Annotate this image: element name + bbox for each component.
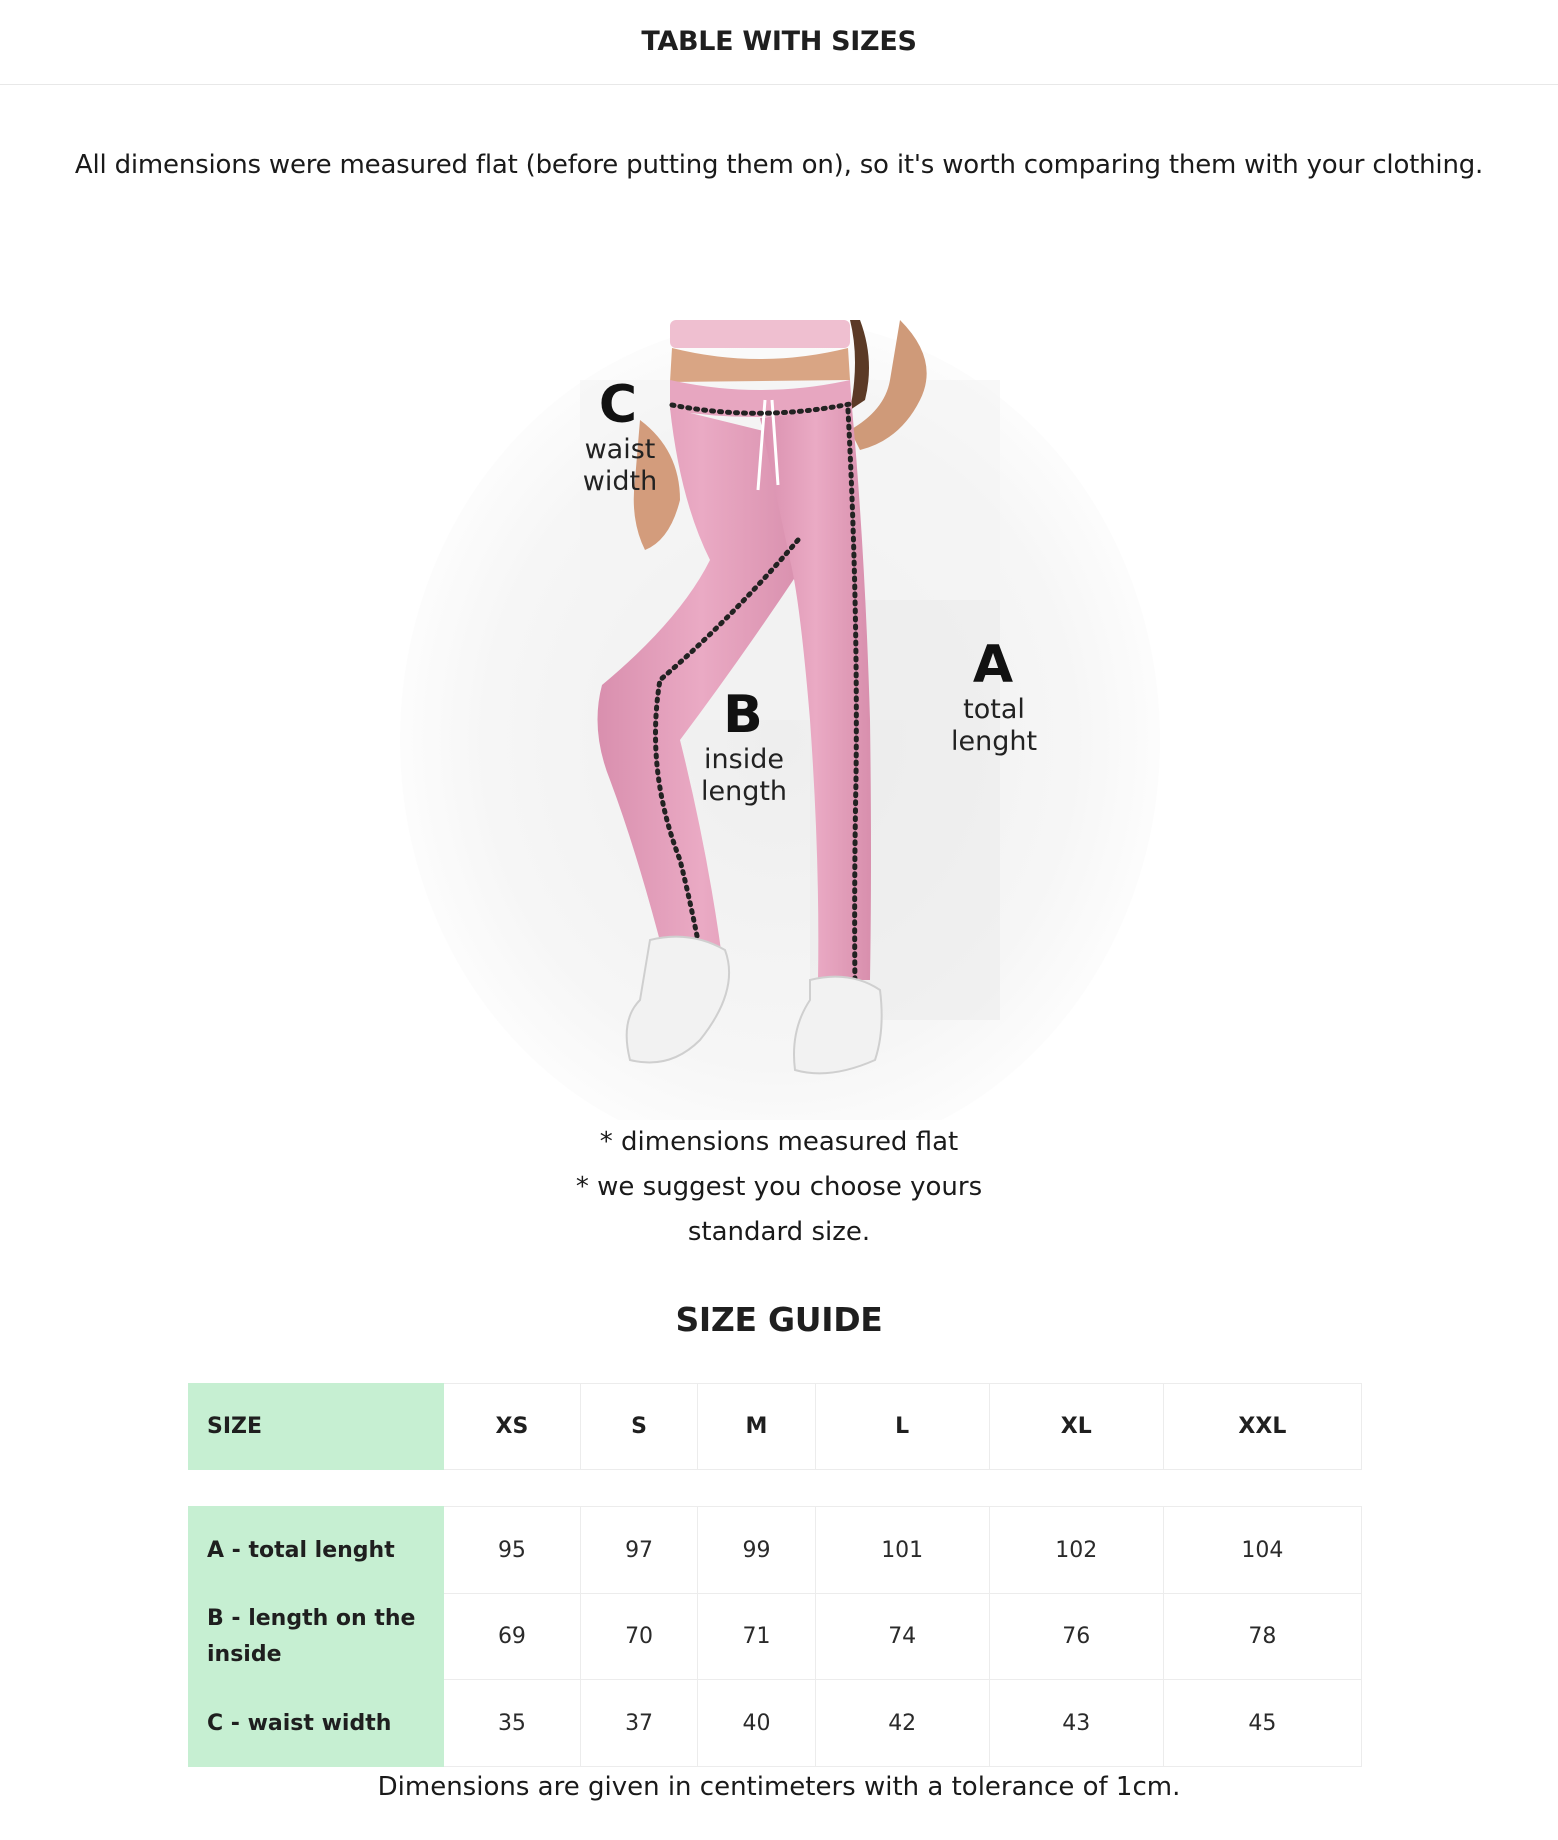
label-a-line1: total	[963, 694, 1025, 725]
table-row	[189, 1507, 1362, 1594]
row-label-line: inside	[207, 1641, 282, 1667]
table-cell: 102	[989, 1507, 1163, 1594]
label-b-letter: B	[723, 685, 763, 745]
size-table	[188, 1383, 1362, 1767]
size-header-cell: XS	[444, 1384, 581, 1470]
intro-text: All dimensions were measured flat (before putting them on), so it's worth comparing them with your clothing.	[74, 150, 1484, 180]
table-cell: 99	[698, 1507, 815, 1594]
table-cell: 78	[1163, 1594, 1361, 1680]
size-header-cell: S	[580, 1384, 697, 1470]
label-c-line2: width	[582, 466, 658, 497]
table-row	[189, 1680, 1362, 1767]
size-header-label: SIZE	[189, 1384, 444, 1470]
label-b-line1: inside	[704, 744, 784, 775]
label-c-line1: waist	[584, 434, 656, 465]
note-line: * we suggest you choose yours	[575, 1172, 983, 1202]
table-cell: 95	[444, 1507, 581, 1594]
note-line: standard size.	[687, 1217, 871, 1247]
page-header	[0, 0, 1558, 85]
size-header-cell: M	[698, 1384, 815, 1470]
table-cell: 69	[444, 1594, 581, 1680]
size-header-cell: XXL	[1163, 1384, 1361, 1470]
table-cell: 42	[815, 1680, 989, 1767]
table-cell: 43	[989, 1680, 1163, 1767]
size-header-cell: XL	[989, 1384, 1163, 1470]
table-spacer	[189, 1470, 1362, 1507]
table-cell: 97	[580, 1507, 697, 1594]
row-label-line: B - length on the	[207, 1605, 416, 1631]
table-cell: 45	[1163, 1680, 1361, 1767]
label-a-line2: lenght	[950, 726, 1038, 757]
size-guide-title: SIZE GUIDE	[675, 1300, 883, 1339]
table-cell: 101	[815, 1507, 989, 1594]
table-cell: 70	[580, 1594, 697, 1680]
note-line: * dimensions measured flat	[599, 1127, 959, 1157]
page-title: TABLE WITH SIZES	[641, 25, 917, 57]
crop-top	[670, 320, 850, 348]
label-a-letter: A	[972, 635, 1014, 695]
table-cell: 37	[580, 1680, 697, 1767]
table-cell: 35	[444, 1680, 581, 1767]
row-label: A - total lenght	[189, 1507, 444, 1594]
tolerance-footnote: Dimensions are given in centimeters with a tolerance of 1cm.	[377, 1772, 1181, 1802]
table-row	[189, 1594, 1362, 1680]
measurement-notes	[0, 1120, 1558, 1255]
row-label: C - waist width	[189, 1680, 444, 1767]
label-b-line2: length	[700, 776, 788, 807]
table-cell: 74	[815, 1594, 989, 1680]
pants-measurement-illustration	[380, 300, 1180, 1120]
table-header-row	[189, 1384, 1362, 1470]
table-cell: 104	[1163, 1507, 1361, 1594]
table-cell: 76	[989, 1594, 1163, 1680]
size-header-cell: L	[815, 1384, 989, 1470]
label-c-letter: C	[598, 375, 638, 435]
table-cell: 71	[698, 1594, 815, 1680]
measurement-figure	[380, 300, 1180, 1120]
row-label	[189, 1594, 444, 1680]
table-cell: 40	[698, 1680, 815, 1767]
